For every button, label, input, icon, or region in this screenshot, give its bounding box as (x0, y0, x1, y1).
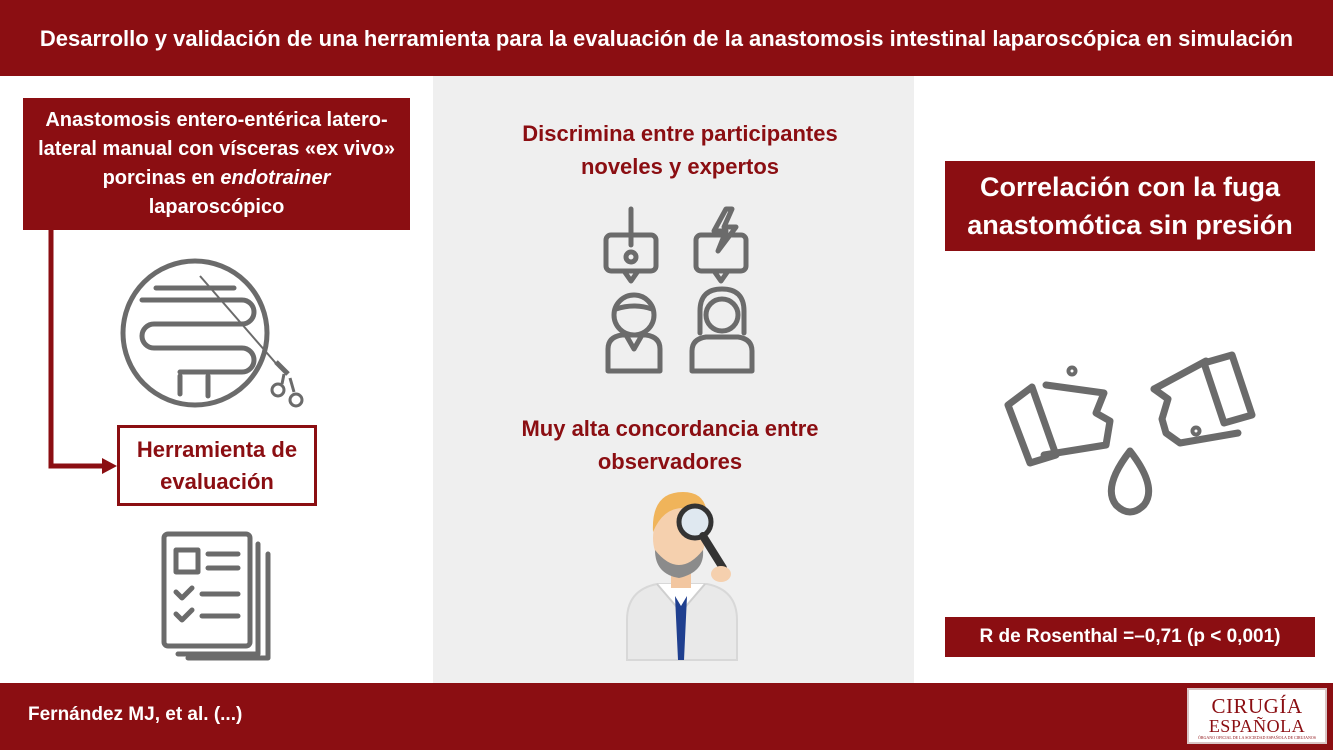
intestine-icon (120, 258, 310, 408)
checklist-document-icon (160, 530, 275, 662)
page-footer (0, 683, 1333, 750)
statistic-text: R de Rosenthal =–0,71 (p < 0,001) (979, 626, 1281, 647)
procedure-text: Anastomosis entero-entérica latero-lateral manual con vísceras «ex vivo» porcinas en endotrainer laparoscópico (38, 109, 395, 218)
concordance-text: Muy alta concordancia entre observadores (521, 416, 819, 474)
novice-participant-icon (600, 205, 675, 375)
procedure-text-emphasis: endotrainer (220, 167, 331, 189)
correlation-text: Correlación con la fuga anastomótica sin presión (967, 172, 1293, 240)
discrimination-text: Discrimina entre participantes noveles y expertos (522, 121, 838, 179)
logo-line1: CIRUGÍA (1211, 694, 1303, 718)
logo-tagline: ÓRGANO OFICIAL DE LA SOCIEDAD ESPAÑOLA DE CIRUJANOS (1197, 735, 1317, 740)
expert-participant-icon (686, 205, 766, 375)
citation-text: Fernández MJ, et al. (...) (28, 704, 243, 725)
logo-line2: ESPAÑOLA (1208, 716, 1306, 736)
observer-magnifier-icon (615, 488, 745, 660)
broken-pipe-leak-icon (1000, 345, 1260, 520)
evaluation-tool-label: Herramienta de evaluación (136, 436, 298, 494)
correlation-box (945, 161, 1315, 251)
journal-logo (1187, 688, 1327, 744)
page-title: Desarrollo y validación de una herramienta para la evaluación de la anastomosis intestinal laparoscópica en simulación (39, 25, 1294, 51)
evaluation-tool-box (117, 425, 317, 506)
statistic-box (945, 617, 1315, 657)
laparoscopic-grasper-icon (200, 276, 302, 406)
